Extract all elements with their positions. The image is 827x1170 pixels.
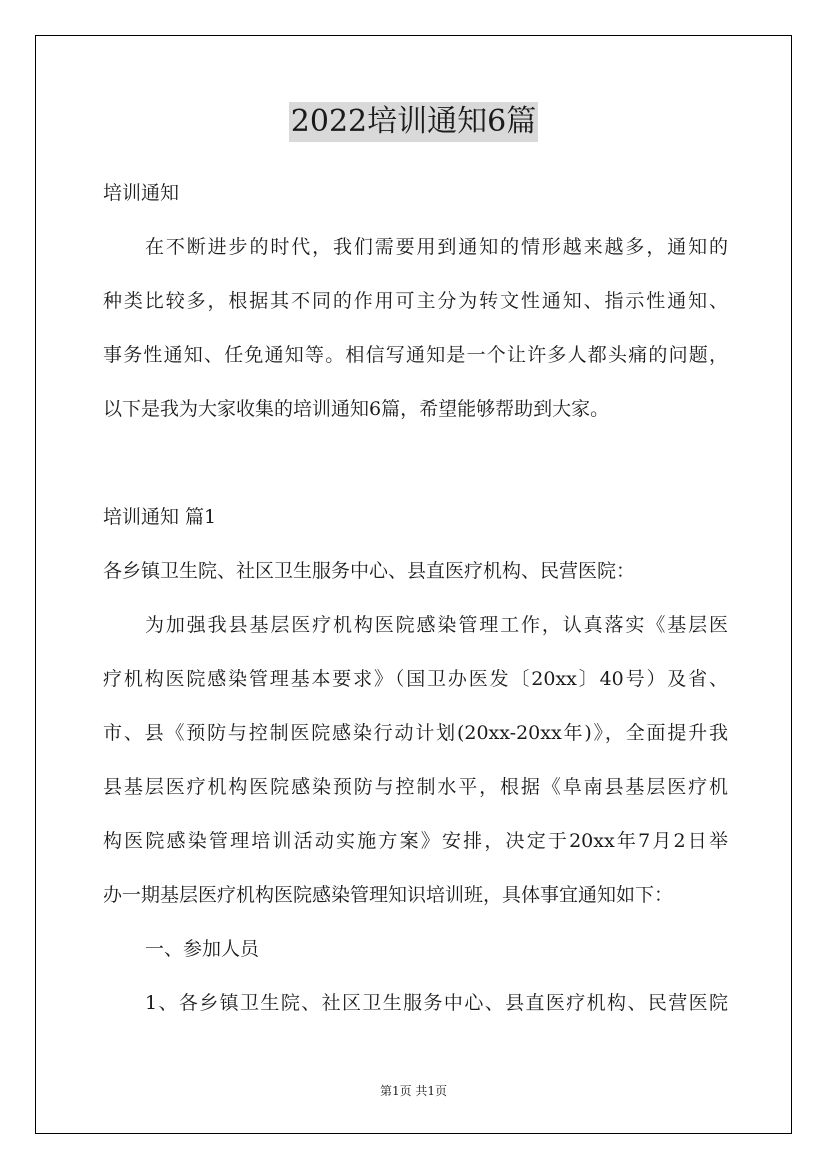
addressee-line: 各乡镇卫生院、社区卫生服务中心、县直医疗机构、民营医院： [103, 560, 636, 582]
paragraph-line: 县基层医疗机构医院感染预防与控制水平，根据《阜南县基层医疗机 [103, 776, 728, 798]
section-heading: 培训通知 [103, 182, 180, 204]
paragraph-line: 以下是我为大家收集的培训通知6篇，希望能够帮助到大家。 [103, 398, 610, 420]
paragraph-line: 办一期基层医疗机构医院感染管理知识培训班，具体事宜通知如下： [103, 884, 674, 906]
paragraph-line: 为加强我县基层医疗机构医院感染管理工作，认真落实《基层医 [145, 614, 728, 636]
paragraph-line: 市、县《预防与控制医院感染行动计划(20xx-20xx年)》，全面提升我 [103, 722, 728, 744]
paragraph-line: 构医院感染管理培训活动实施方案》安排，决定于20xx年7月2日举 [103, 830, 728, 852]
document-title: 2022培训通知6篇 [289, 102, 538, 142]
page-footer: 第1页 共1页 [379, 1084, 448, 1098]
subsection-heading: 一、参加人员 [145, 938, 260, 960]
paragraph-line: 1、各乡镇卫生院、社区卫生服务中心、县直医疗机构、民营医院 [145, 992, 728, 1014]
paragraph-line: 种类比较多，根据其不同的作用可主分为转文性通知、指示性通知、 [103, 290, 728, 312]
section-heading: 培训通知 篇1 [103, 506, 217, 528]
paragraph-line: 在不断进步的时代，我们需要用到通知的情形越来越多，通知的 [145, 236, 728, 258]
title-container [0, 102, 827, 142]
paragraph-line: 疗机构医院感染管理基本要求》（国卫办医发〔20xx〕40号）及省、 [103, 668, 728, 690]
paragraph-line: 事务性通知、任免通知等。相信写通知是一个让许多人都头痛的问题， [103, 344, 728, 366]
